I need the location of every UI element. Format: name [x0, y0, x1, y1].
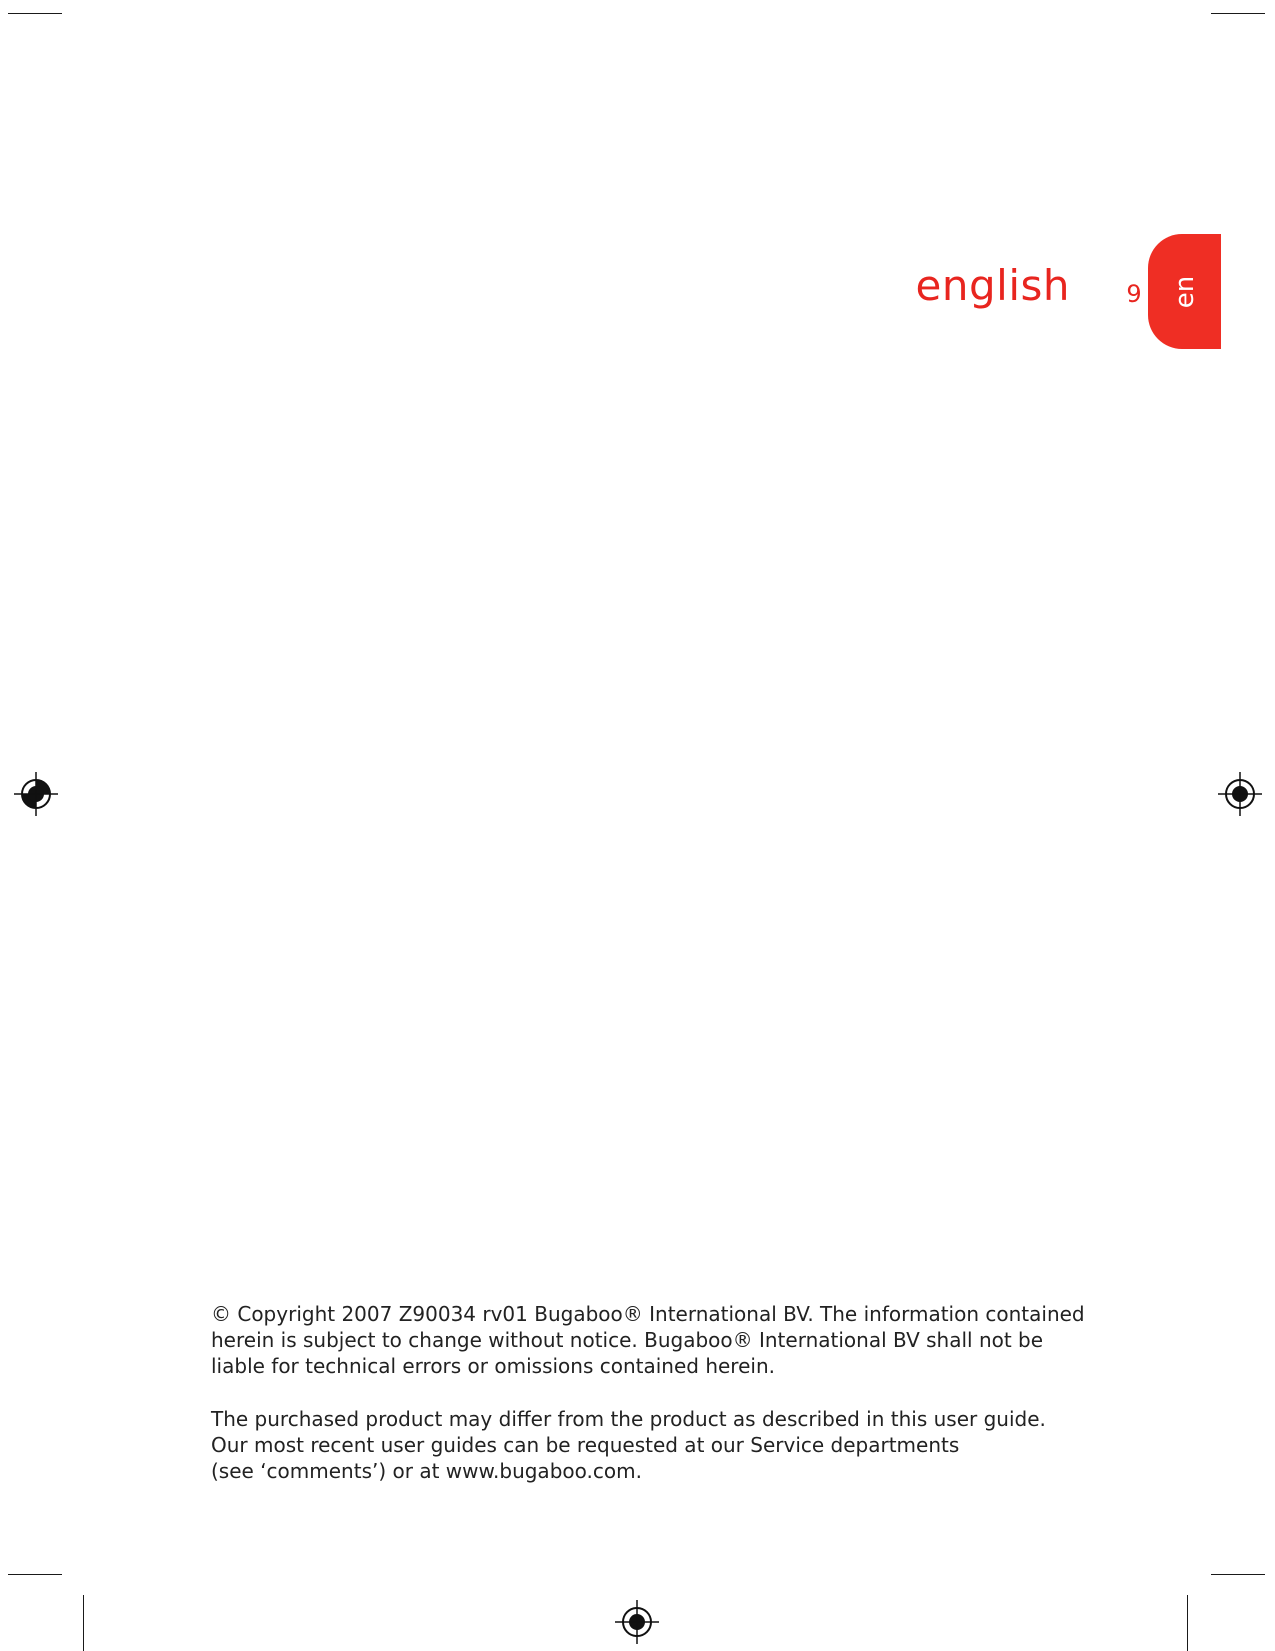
language-tab — [1148, 234, 1221, 349]
language-tab-label: en — [1169, 275, 1200, 308]
registration-mark-icon — [14, 772, 58, 816]
product-notice — [211, 1406, 1051, 1484]
crop-mark-bottom-right-horizontal — [1211, 1574, 1265, 1575]
product-notice-line: (see ‘comments’) or at www.bugaboo.com. — [211, 1459, 642, 1483]
crop-mark-bottom-right-vertical — [1187, 1595, 1188, 1651]
crop-mark-top-left — [8, 13, 62, 14]
section-title: english — [915, 261, 1070, 310]
crop-mark-top-right — [1211, 13, 1265, 14]
copyright-line: © Copyright 2007 Z90034 rv01 Bugaboo® International BV. The information contained — [211, 1302, 1085, 1326]
copyright-line: herein is subject to change without notice. Bugaboo® International BV shall not be — [211, 1328, 1044, 1352]
registration-mark-icon — [615, 1600, 659, 1644]
product-notice-line: Our most recent user guides can be requested at our Service departments — [211, 1433, 960, 1457]
copyright-line: liable for technical errors or omissions contained herein. — [211, 1354, 775, 1378]
crop-mark-bottom-left-horizontal — [8, 1574, 62, 1575]
registration-mark-icon — [1218, 772, 1262, 816]
copyright-notice — [211, 1301, 1085, 1379]
product-notice-line: The purchased product may differ from the product as described in this user guide. — [211, 1407, 1046, 1431]
crop-mark-bottom-left-vertical — [83, 1595, 84, 1651]
page-number: 9 — [1126, 280, 1142, 308]
